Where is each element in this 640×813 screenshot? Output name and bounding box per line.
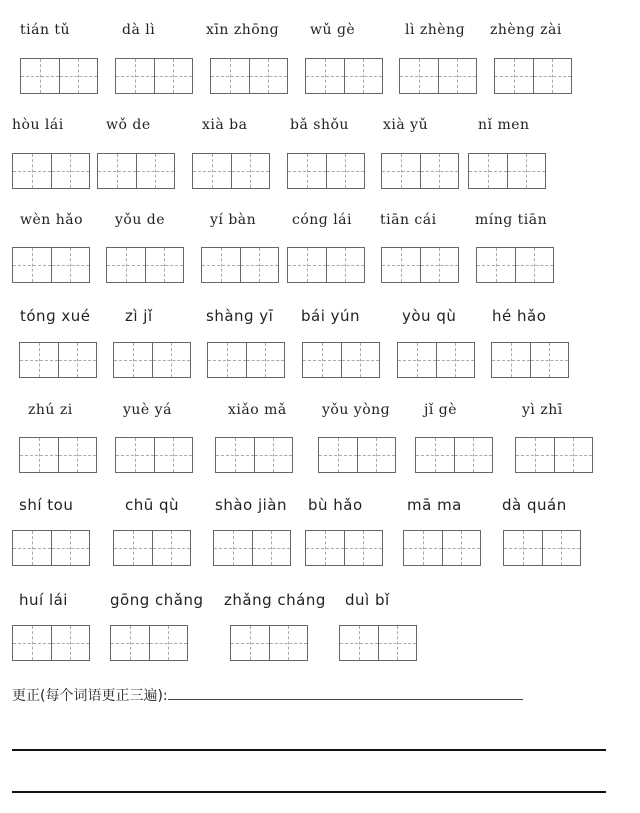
writing-cell[interactable] (153, 531, 191, 565)
writing-line-2[interactable] (12, 791, 606, 793)
writing-cell[interactable] (253, 531, 291, 565)
character-grid[interactable] (399, 58, 477, 94)
writing-cell[interactable] (306, 531, 345, 565)
character-grid[interactable] (12, 625, 90, 661)
writing-cell[interactable] (382, 248, 421, 282)
writing-cell[interactable] (421, 154, 459, 188)
writing-cell[interactable] (52, 626, 90, 660)
writing-cell[interactable] (13, 531, 52, 565)
writing-cell[interactable] (345, 59, 383, 93)
pinyin-label: jǐ gè (424, 402, 458, 418)
character-grid[interactable] (115, 58, 193, 94)
pinyin-label: yí bàn (210, 212, 257, 228)
pinyin-label: zhǎng cháng (224, 591, 326, 609)
pinyin-label: xiǎo mǎ (228, 402, 287, 418)
pinyin-label: dà lì (122, 22, 156, 38)
writing-cell[interactable] (443, 531, 481, 565)
character-grid[interactable] (318, 437, 396, 473)
writing-cell[interactable] (495, 59, 534, 93)
writing-cell[interactable] (531, 343, 569, 377)
writing-cell[interactable] (155, 438, 193, 472)
writing-cell[interactable] (216, 438, 255, 472)
pinyin-label: bǎ shǒu (290, 117, 349, 133)
pinyin-label: wèn hǎo (20, 212, 84, 228)
pinyin-label: yǒu de (115, 212, 166, 228)
writing-cell[interactable] (146, 248, 184, 282)
pinyin-label: tiān cái (380, 212, 437, 228)
writing-cell[interactable] (516, 438, 555, 472)
writing-cell[interactable] (137, 154, 175, 188)
pinyin-label: bái yún (301, 307, 361, 325)
character-grid[interactable] (19, 437, 97, 473)
writing-cell[interactable] (469, 154, 508, 188)
writing-cell[interactable] (516, 248, 554, 282)
character-grid[interactable] (503, 530, 581, 566)
writing-cell[interactable] (327, 154, 365, 188)
character-grid[interactable] (12, 530, 90, 566)
pinyin-label: duì bǐ (345, 591, 390, 609)
correction-prompt (12, 685, 523, 705)
writing-cell[interactable] (98, 154, 137, 188)
writing-cell[interactable] (231, 626, 270, 660)
character-grid[interactable] (207, 342, 285, 378)
writing-cell[interactable] (150, 626, 188, 660)
writing-cell[interactable] (504, 531, 543, 565)
character-grid[interactable] (305, 58, 383, 94)
writing-cell[interactable] (492, 343, 531, 377)
writing-cell[interactable] (153, 343, 191, 377)
writing-cell[interactable] (193, 154, 232, 188)
writing-cell[interactable] (116, 438, 155, 472)
writing-cell[interactable] (114, 531, 153, 565)
writing-cell[interactable] (543, 531, 581, 565)
writing-cell[interactable] (555, 438, 593, 472)
writing-cell[interactable] (319, 438, 358, 472)
character-grid[interactable] (494, 58, 572, 94)
character-grid[interactable] (287, 153, 365, 189)
writing-cell[interactable] (345, 531, 383, 565)
writing-cell[interactable] (232, 154, 270, 188)
pinyin-label: xià ba (202, 117, 248, 133)
pinyin-label: xià yǔ (383, 117, 429, 133)
pinyin-label: xīn zhōnɡ (206, 22, 280, 38)
pinyin-label: chū qù (125, 496, 180, 514)
writing-cell[interactable] (52, 531, 90, 565)
writing-cell[interactable] (439, 59, 477, 93)
pinyin-label: huí lái (19, 591, 68, 609)
pinyin-label: shí tou (19, 496, 74, 514)
pinyin-label: mínɡ tiān (475, 212, 548, 228)
writing-cell[interactable] (477, 248, 516, 282)
character-grid[interactable] (110, 625, 188, 661)
pinyin-label: shànɡ yī (206, 307, 274, 325)
writing-cell[interactable] (202, 248, 241, 282)
pinyin-label: lì zhènɡ (405, 22, 466, 38)
writing-cell[interactable] (59, 438, 97, 472)
character-grid[interactable] (403, 530, 481, 566)
writing-cell[interactable] (60, 59, 98, 93)
pinyin-label: yuè yá (123, 402, 172, 418)
writing-cell[interactable] (342, 343, 380, 377)
writing-cell[interactable] (303, 343, 342, 377)
writing-cell[interactable] (59, 343, 97, 377)
character-grid[interactable] (468, 153, 546, 189)
writing-cell[interactable] (306, 59, 345, 93)
writing-cell[interactable] (211, 59, 250, 93)
character-grid[interactable] (287, 247, 365, 283)
pinyin-label: tónɡ xué (20, 307, 91, 325)
character-grid[interactable] (339, 625, 417, 661)
pinyin-label: dà quán (502, 496, 567, 514)
writing-cell[interactable] (379, 626, 417, 660)
pinyin-label: zì jǐ (125, 307, 153, 325)
writing-cell[interactable] (270, 626, 308, 660)
writing-cell[interactable] (111, 626, 150, 660)
character-grid[interactable] (305, 530, 383, 566)
pinyin-label: shào jiàn (215, 496, 287, 514)
character-grid[interactable] (192, 153, 270, 189)
writing-cell[interactable] (13, 154, 52, 188)
writing-cell[interactable] (13, 248, 52, 282)
pinyin-label: gōng chǎng (110, 591, 204, 609)
writing-cell[interactable] (534, 59, 572, 93)
writing-cell[interactable] (508, 154, 546, 188)
character-grid[interactable] (115, 437, 193, 473)
writing-cell[interactable] (327, 248, 365, 282)
character-grid[interactable] (415, 437, 493, 473)
character-grid[interactable] (113, 530, 191, 566)
writing-cell[interactable] (398, 343, 437, 377)
writing-cell[interactable] (107, 248, 146, 282)
writing-cell[interactable] (247, 343, 285, 377)
writing-cell[interactable] (214, 531, 253, 565)
correction-blank[interactable] (168, 685, 523, 700)
character-grid[interactable] (97, 153, 175, 189)
writing-cell[interactable] (114, 343, 153, 377)
correction-label: 更正(每个词语更正三遍): (12, 688, 168, 704)
writing-cell[interactable] (421, 248, 459, 282)
writing-cell[interactable] (455, 438, 493, 472)
writing-cell[interactable] (20, 438, 59, 472)
character-grid[interactable] (201, 247, 279, 283)
writing-cell[interactable] (404, 531, 443, 565)
character-grid[interactable] (302, 342, 380, 378)
character-grid[interactable] (491, 342, 569, 378)
pinyin-label: bù hǎo (308, 496, 363, 514)
character-grid[interactable] (215, 437, 293, 473)
writing-cell[interactable] (358, 438, 396, 472)
character-grid[interactable] (210, 58, 288, 94)
pinyin-label: yòu qù (402, 307, 457, 325)
pinyin-label: tián tǔ (20, 22, 71, 38)
writing-cell[interactable] (288, 248, 327, 282)
pinyin-label: zhènɡ zài (490, 22, 562, 38)
character-grid[interactable] (397, 342, 475, 378)
writing-cell[interactable] (52, 248, 90, 282)
pinyin-label: nǐ men (478, 117, 530, 133)
writing-cell[interactable] (250, 59, 288, 93)
writing-cell[interactable] (116, 59, 155, 93)
writing-cell[interactable] (416, 438, 455, 472)
pinyin-label: hòu lái (12, 117, 64, 133)
pinyin-label: yì zhī (522, 402, 563, 418)
writing-cell[interactable] (437, 343, 475, 377)
pinyin-label: hé hǎo (492, 307, 547, 325)
pinyin-label: wǔ ɡè (310, 22, 356, 38)
writing-cell[interactable] (155, 59, 193, 93)
character-grid[interactable] (230, 625, 308, 661)
character-grid[interactable] (12, 247, 90, 283)
character-grid[interactable] (381, 153, 459, 189)
writing-cell[interactable] (241, 248, 279, 282)
character-grid[interactable] (515, 437, 593, 473)
writing-cell[interactable] (52, 154, 90, 188)
character-grid[interactable] (20, 58, 98, 94)
pinyin-label: cónɡ lái (292, 212, 352, 228)
writing-cell[interactable] (208, 343, 247, 377)
pinyin-label: zhú zi (28, 402, 73, 418)
writing-cell[interactable] (340, 626, 379, 660)
writing-cell[interactable] (288, 154, 327, 188)
character-grid[interactable] (476, 247, 554, 283)
character-grid[interactable] (113, 342, 191, 378)
writing-cell[interactable] (382, 154, 421, 188)
pinyin-label: yǒu yònɡ (322, 402, 391, 418)
character-grid[interactable] (213, 530, 291, 566)
character-grid[interactable] (381, 247, 459, 283)
character-grid[interactable] (12, 153, 90, 189)
pinyin-label: mā ma (407, 496, 462, 514)
writing-cell[interactable] (400, 59, 439, 93)
character-grid[interactable] (19, 342, 97, 378)
writing-cell[interactable] (20, 343, 59, 377)
pinyin-label: wǒ de (106, 117, 151, 133)
writing-cell[interactable] (13, 626, 52, 660)
writing-line-1[interactable] (12, 749, 606, 751)
writing-cell[interactable] (21, 59, 60, 93)
writing-cell[interactable] (255, 438, 293, 472)
character-grid[interactable] (106, 247, 184, 283)
